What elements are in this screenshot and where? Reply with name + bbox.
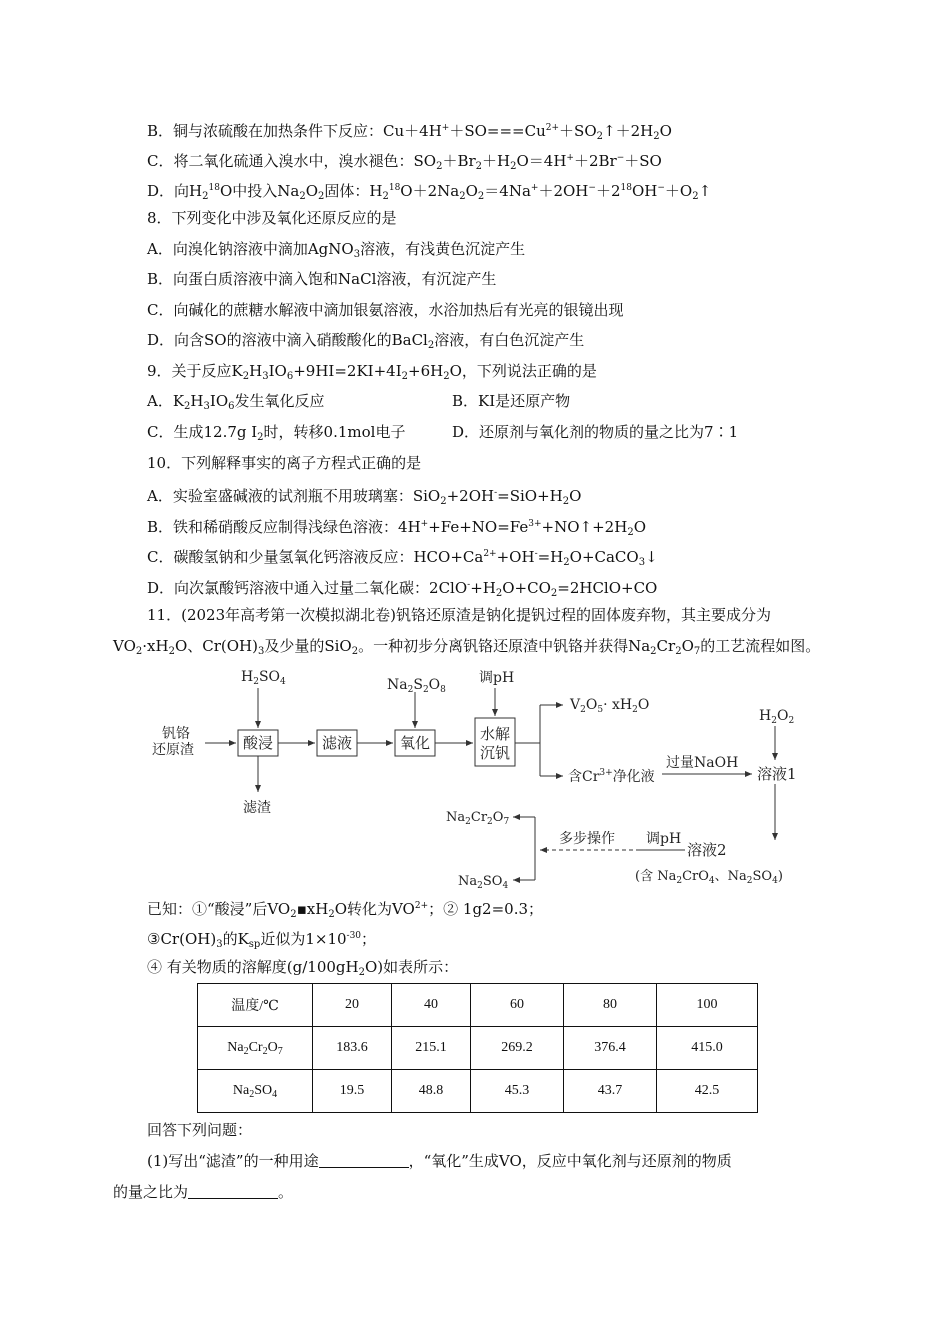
label-residue: 滤渣 [243, 800, 271, 816]
label-h2o2: $H_2O_2$ [759, 708, 795, 726]
label-excess-naoh: 过量NaOH [666, 755, 739, 771]
table-cell: 42.5 [657, 1070, 758, 1113]
answer-blank[interactable] [188, 1182, 278, 1199]
label-v2o5: $V_2O_5\cdot xH_2O$ [570, 697, 650, 715]
table-row-label: $Na_2SO_4$ [198, 1070, 313, 1113]
table-cell: 415.0 [657, 1027, 758, 1070]
table-cell: 183.6 [313, 1027, 392, 1070]
q8-option-a: A．向溴化钠溶液中滴加AgNO$_3$溶液，有浅黄色沉淀产生 [147, 240, 526, 260]
label-filtrate: 滤液 [322, 734, 353, 752]
label-hydrolysis-1: 水解 [480, 725, 511, 743]
q8-option-d: D．向含SO的溶液中滴入硝酸酸化的BaCl$_2$溶液，有白色沉淀产生 [147, 331, 585, 351]
solubility-table [197, 983, 758, 1113]
table-row-label: $Na_2Cr_2O_7$ [198, 1027, 313, 1070]
q11-stem-line2: $VO_2\cdot xH_2O$、$Cr(OH)_3$及少量的SiO$_2$。一种初步分离钒铬还原渣中钒铬并获得$Na_2Cr_2O_7$的工艺流程如图。 [113, 637, 821, 657]
known-1-2: 已知：①“酸浸”后$VO_2▪xH_2O$转化为$VO^{2+}$；② 1g2=0.3； [147, 900, 544, 920]
q9-option-d: D．还原剂与氧化剂的物质的量之比为7∶1 [452, 423, 739, 441]
table-cell: 19.5 [313, 1070, 392, 1113]
label-raw-1: 钒铬 [162, 726, 190, 742]
label-oxidize: 氧化 [400, 734, 431, 752]
q9-option-a: A．$K_2H_3IO_6$发生氧化反应 [147, 392, 325, 412]
table-cell: 45.3 [471, 1070, 564, 1113]
q10-option-d: D．向次氯酸钙溶液中通入过量二氧化碳：$2ClO^-+H_2O+CO_2=2HClO+CO$ [147, 579, 658, 599]
label-hydrolysis-2: 沉钒 [480, 744, 511, 762]
table-header-row [198, 984, 758, 1027]
table-cell: 43.7 [564, 1070, 657, 1113]
label-purified: 含$Cr^{3+}$净化液 [568, 768, 655, 785]
q7-option-d: D．向$H_2^{18}O$中投入$Na_2O_2$固体：$H_2^{18}O+2Na_2O_2=4Na^++2OH^-+2^{18}OH^-+O_2↑$ [147, 182, 712, 202]
label-solution-2: 溶液2 [687, 841, 727, 859]
label-na2so4: $Na_2SO_4$ [458, 874, 509, 891]
q9-stem: 9．关于反应$K_2H_3IO_6+9HI=2KI+4I_2+6H_2O$，下列说法正确的是 [147, 362, 597, 382]
label-adjust-ph-2: 调pH [646, 831, 682, 847]
table-cell: 376.4 [564, 1027, 657, 1070]
table-header-cell: 20 [313, 984, 392, 1027]
q10-option-c: C．碳酸氢钠和少量氢氧化钙溶液反应：$HCO+Ca^{2+}+OH^-=H_2O+CaCO_3↓$ [147, 548, 658, 568]
table-cell: 48.8 [392, 1070, 471, 1113]
label-na2s2o8: $Na_2S_2O_8$ [387, 677, 446, 695]
label-h2so4: $H_2SO_4$ [241, 669, 286, 687]
table-header-cell: 100 [657, 984, 758, 1027]
part-1-line1: (1)写出“滤渣”的一种用途 ，“氧化”生成VO，反应中氧化剂与还原剂的物质 [147, 1152, 732, 1170]
q10-stem: 10．下列解释事实的离子方程式正确的是 [147, 454, 422, 472]
table-cell: 215.1 [392, 1027, 471, 1070]
q7-option-c: C．将二氧化硫通入溴水中，溴水褪色：$SO_2+Br_2+H_2O=4H^++2Br^-+SO$ [147, 152, 662, 172]
q10-option-b: B．铁和稀硝酸反应制得浅绿色溶液：$4H^++Fe+NO=Fe^{3+}+NO↑+2H_2O$ [147, 518, 646, 538]
table-header-cell: 40 [392, 984, 471, 1027]
table-header-cell: 温度/℃ [198, 984, 313, 1027]
table-header-cell: 80 [564, 984, 657, 1027]
label-adjust-ph: 调pH [479, 670, 515, 686]
q8-stem: 8．下列变化中涉及氧化还原反应的是 [147, 209, 397, 227]
label-raw-2: 还原渣 [152, 742, 194, 758]
part-1-line2: 的量之比为 。 [113, 1183, 294, 1201]
label-leach: 酸浸 [243, 734, 274, 752]
q8-option-c: C．向碱化的蔗糖水解液中滴加银氨溶液，水浴加热后有光亮的银镜出现 [147, 301, 624, 319]
known-4: ④ 有关物质的溶解度$(g/100gH_2O)$如表所示： [147, 958, 459, 978]
q8-option-b: B．向蛋白质溶液中滴入饱和NaCl溶液，有沉淀产生 [147, 270, 497, 288]
answer-heading: 回答下列问题： [147, 1121, 253, 1139]
q7-option-b: B．铜与浓硫酸在加热条件下反应：$Cu+4H^++SO===Cu^{2+}+SO_2↑+2H_2O$ [147, 122, 672, 142]
label-solution-1: 溶液1 [757, 765, 797, 783]
q9-option-b: B．KI是还原产物 [452, 392, 571, 410]
table-cell: 269.2 [471, 1027, 564, 1070]
table-header-cell: 60 [471, 984, 564, 1027]
label-multistep: 多步操作 [559, 831, 615, 847]
answer-blank[interactable] [319, 1151, 409, 1168]
q10-option-a: A．实验室盛碱液的试剂瓶不用玻璃塞：$SiO_2+2OH^-=SiO+H_2O$ [147, 487, 582, 507]
table-row [198, 1027, 758, 1070]
label-na2cr2o7: $Na_2Cr_2O_7$ [446, 810, 510, 827]
label-contains: (含 $Na_2CrO_4$、$Na_2SO_4$) [635, 869, 783, 886]
q11-stem-line1: 11．(2023年高考第一次模拟湖北卷)钒铬还原渣是钠化提钒过程的固体废弃物，其主要成分为 [147, 606, 771, 624]
known-3: $③Cr(OH)_3$的$K_{sp}$近似为$1\times 10^{-30}$； [147, 930, 377, 950]
q9-option-c: C．生成12.7g $I_2$时，转移0.1mol电子 [147, 423, 406, 443]
table-row [198, 1070, 758, 1113]
process-flow-diagram [0, 660, 950, 895]
